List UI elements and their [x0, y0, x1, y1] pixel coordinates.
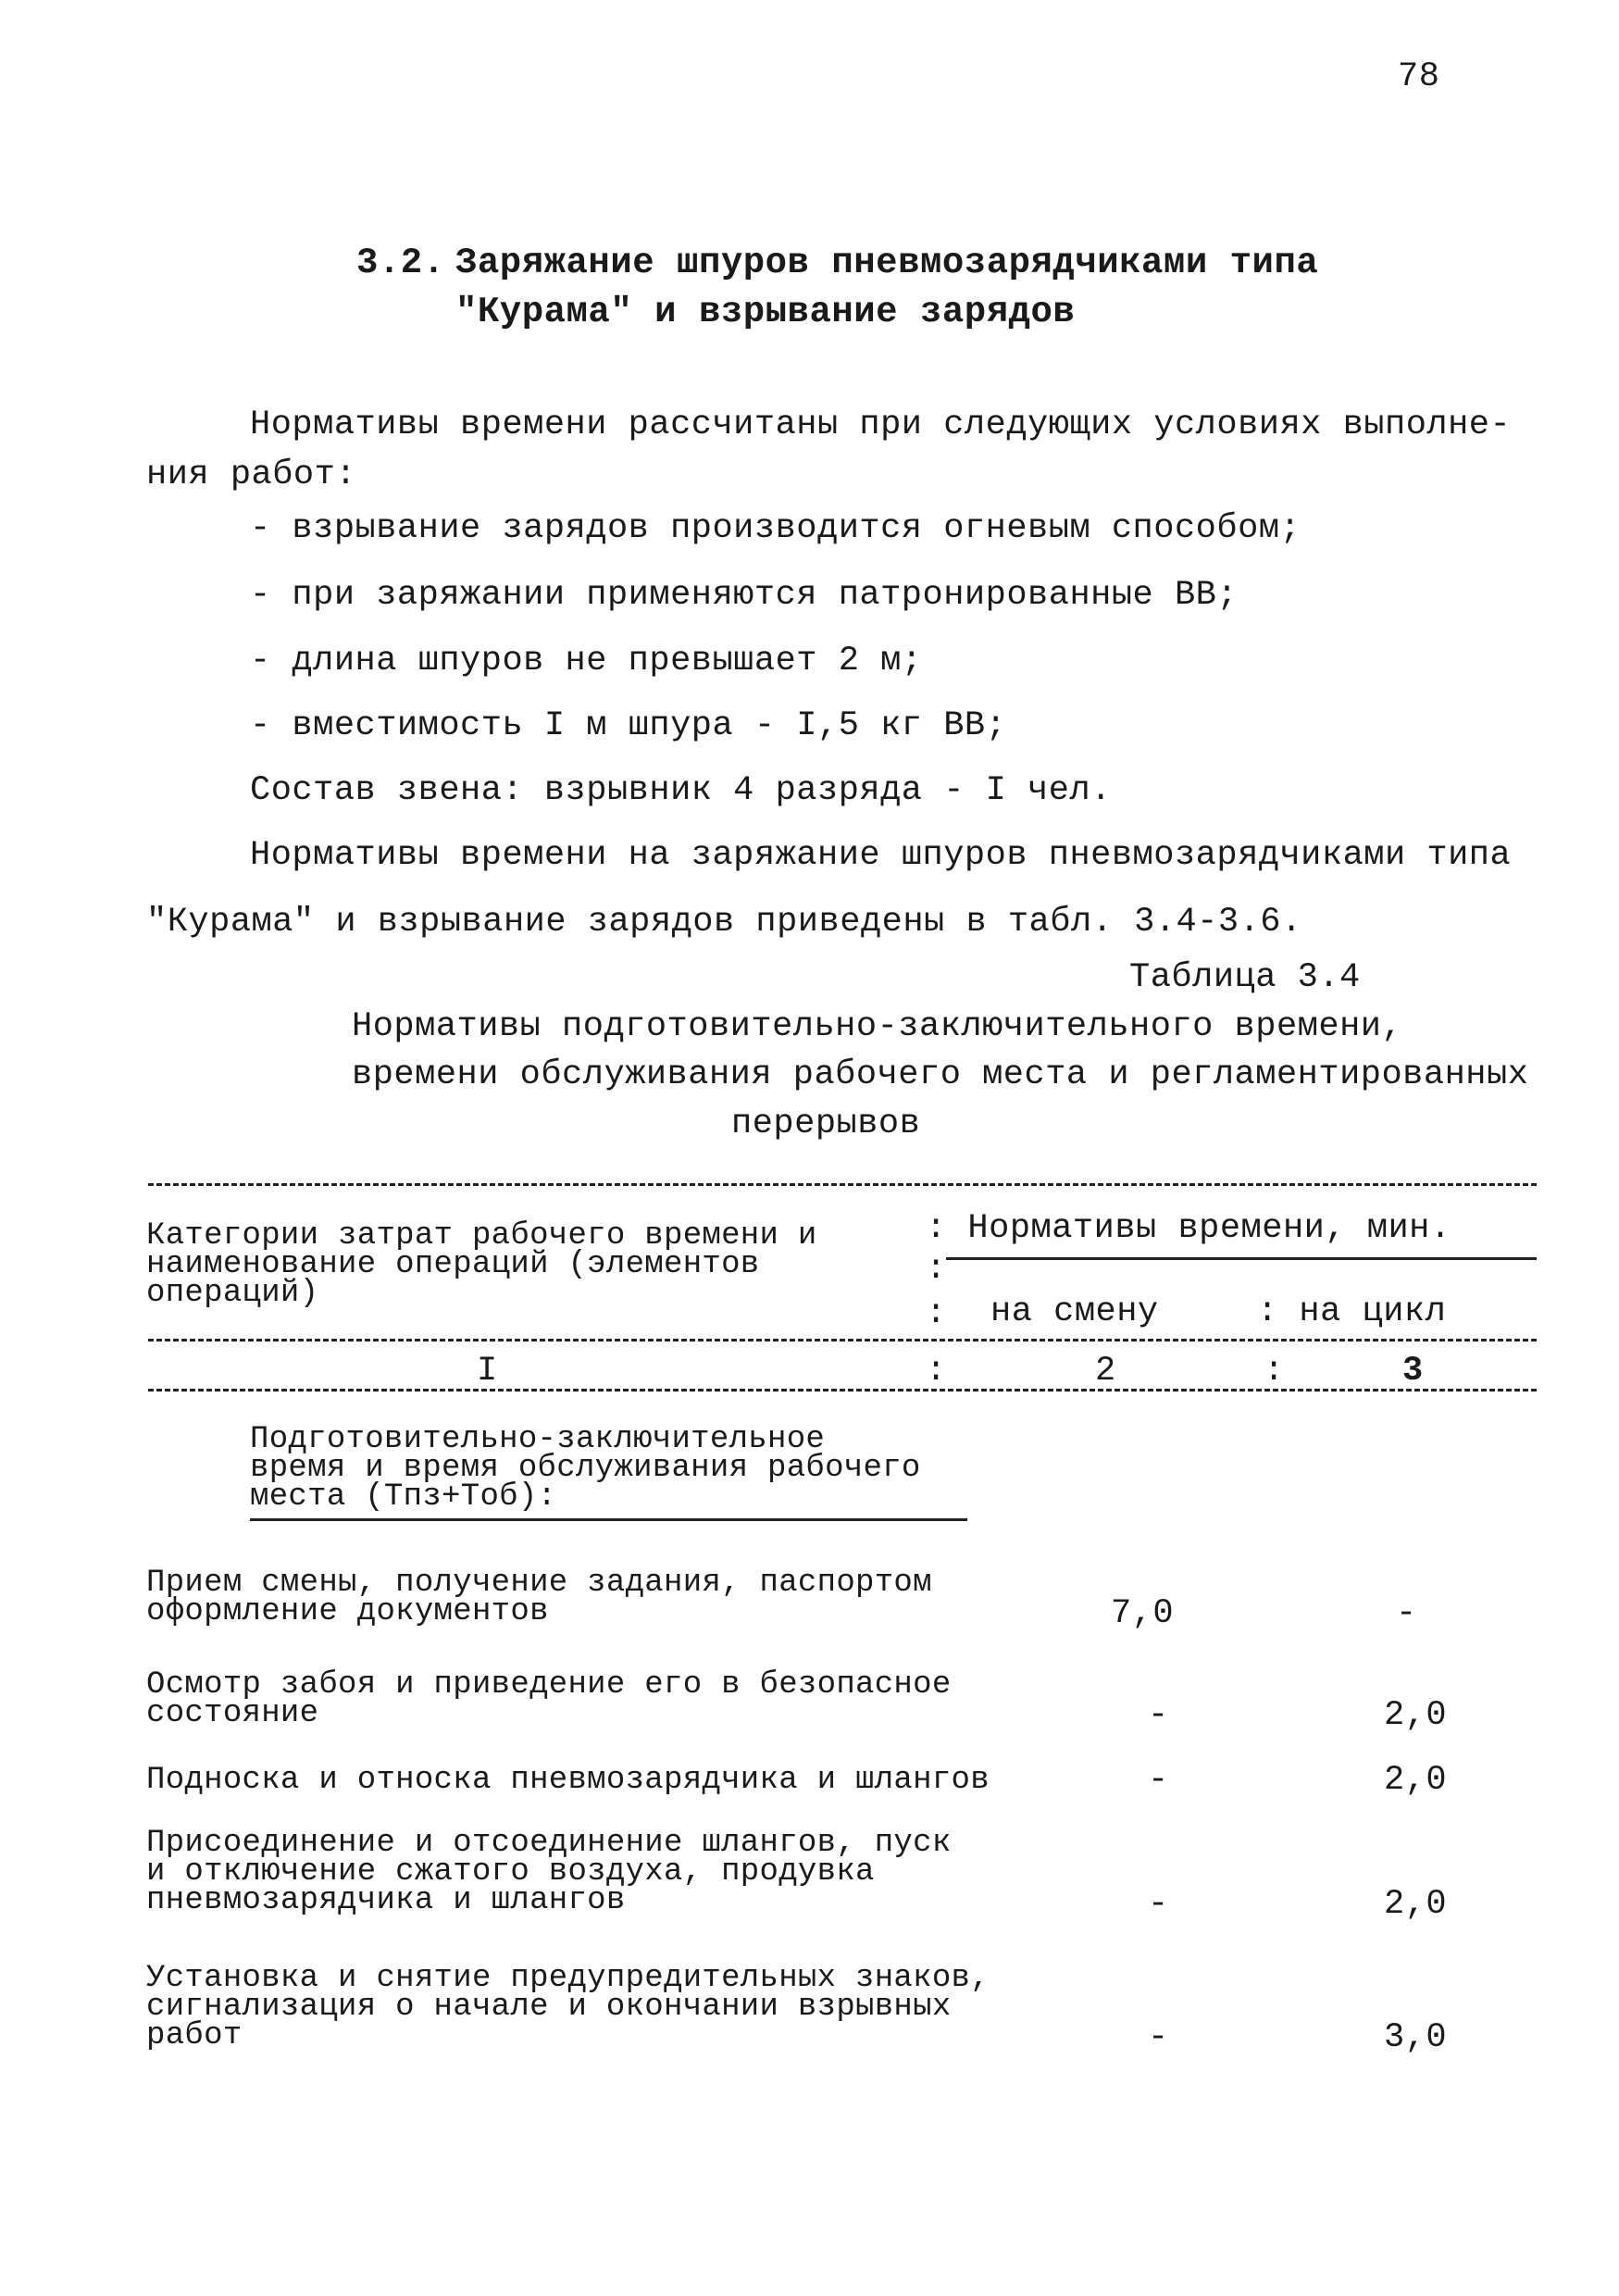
header-colon: : — [926, 1294, 947, 1333]
table-row-operation: состояние — [146, 1696, 319, 1731]
table-caption-line1: Нормативы подготовительно-заключительного времени, — [352, 1007, 1403, 1046]
column-number-3: 3 — [1402, 1352, 1424, 1391]
table-top-rule — [148, 1183, 1537, 1186]
section-title-line2: "Курама" и взрывание зарядов — [455, 292, 1076, 332]
group-heading-underline — [250, 1518, 967, 1521]
table-caption-line3: перерывов — [731, 1104, 921, 1143]
column-number-rule — [148, 1389, 1537, 1391]
header-col1-line1: Категории затрат рабочего времени и — [146, 1218, 817, 1254]
group-heading-line3: места (Тпз+Тоб): — [250, 1479, 557, 1515]
table-row-cycle-value: - — [1396, 1594, 1417, 1633]
group-heading-line2: время и время обслуживания рабочего — [250, 1451, 921, 1486]
table-row-operation: Осмотр забоя и приведение его в безопасное — [146, 1667, 952, 1703]
table-row-operation: работ — [146, 2018, 243, 2053]
table-row-cycle-value: 2,0 — [1384, 1696, 1448, 1735]
header-col1-line2: наименование операций (элементов — [146, 1247, 760, 1282]
table-row-operation: Подноска и относка пневмозарядчика и шлангов — [146, 1763, 990, 1798]
header-norms-underline — [946, 1257, 1537, 1260]
table-row-operation: Присоединение и отсоединение шлангов, пуск — [146, 1826, 952, 1861]
table-row-operation: оформление документов — [146, 1594, 549, 1629]
table-row-shift-value: - — [1148, 2018, 1169, 2057]
table-caption-line2: времени обслуживания рабочего места и регламентированных — [352, 1055, 1529, 1094]
intro-line2: ния работ: — [146, 455, 357, 494]
header-colon: : — [1264, 1352, 1285, 1391]
header-shift: на смену — [990, 1292, 1159, 1331]
column-number-1: I — [477, 1352, 498, 1391]
table-row-shift-value: - — [1148, 1696, 1169, 1735]
section-title-line1: Заряжание шпуров пневмозарядчиками типа — [455, 243, 1319, 283]
table-row-operation: сигнализация о начале и окончании взрывных — [146, 1990, 952, 2025]
condition-item: - при заряжании применяются патронированные ВВ; — [250, 576, 1239, 615]
section-number: 3.2. — [356, 243, 445, 283]
crew-composition: Состав звена: взрывник 4 разряда - I чел. — [250, 771, 1112, 810]
table-row-shift-value: 7,0 — [1111, 1594, 1175, 1633]
table-row-operation: и отключение сжатого воздуха, продувка — [146, 1854, 875, 1890]
table-row-cycle-value: 2,0 — [1384, 1885, 1448, 1924]
header-separator-rule — [148, 1339, 1537, 1341]
table-label: Таблица 3.4 — [1129, 958, 1361, 997]
reference-line1: Нормативы времени на заряжание шпуров пневмозарядчиками типа — [250, 836, 1512, 875]
table-row-shift-value: - — [1148, 1885, 1169, 1924]
condition-item: - длина шпуров не превышает 2 м; — [250, 642, 923, 680]
table-row-operation: пневмозарядчика и шлангов — [146, 1883, 626, 1918]
header-cycle: : на цикл — [1257, 1292, 1447, 1331]
table-row-shift-value: - — [1148, 1761, 1169, 1800]
table-row-cycle-value: 3,0 — [1384, 2018, 1448, 2057]
header-colon: : — [926, 1250, 947, 1289]
table-row-operation: Установка и снятие предупредительных знаков, — [146, 1961, 990, 1996]
header-norms: : Нормативы времени, мин. — [926, 1209, 1451, 1248]
table-row-cycle-value: 2,0 — [1384, 1761, 1448, 1800]
intro-line1: Нормативы времени рассчитаны при следующих условиях выполне- — [250, 406, 1512, 444]
reference-line2: "Курама" и взрывание зарядов приведены в табл. 3.4-3.6. — [146, 903, 1302, 942]
table-row-operation: Прием смены, получение задания, паспортом — [146, 1566, 932, 1601]
condition-item: - взрывание зарядов производится огневым способом; — [250, 509, 1301, 548]
page-number: 78 — [1398, 57, 1440, 96]
header-col1-line3: операций) — [146, 1276, 319, 1311]
header-colon: : — [926, 1352, 947, 1391]
group-heading-line1: Подготовительно-заключительное — [250, 1422, 826, 1457]
condition-item: - вместимость I м шпура - I,5 кг ВВ; — [250, 706, 1007, 745]
column-number-2: 2 — [1095, 1352, 1116, 1391]
